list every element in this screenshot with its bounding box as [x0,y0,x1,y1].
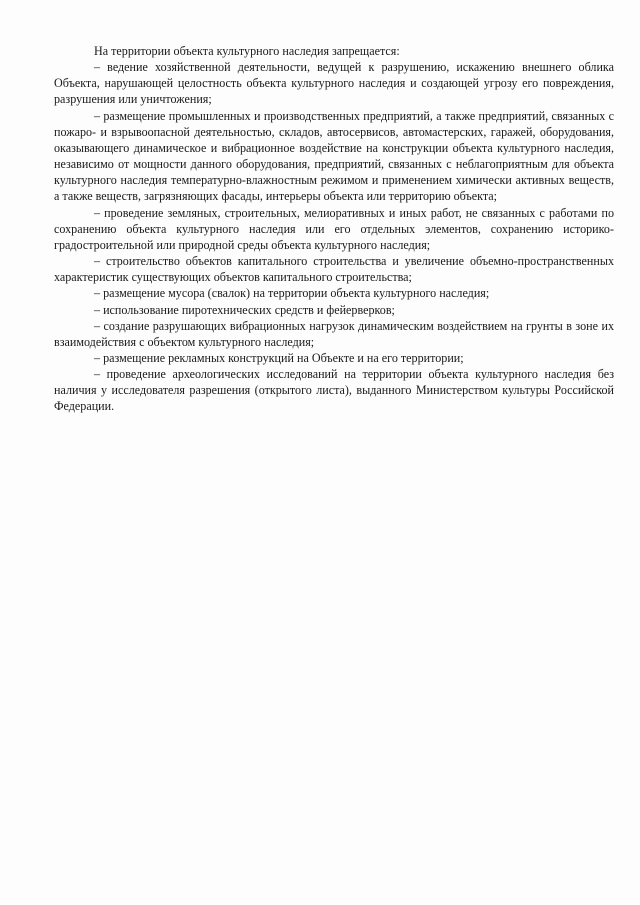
prohibition-item: – строительство объектов капитального строительства и увеличение объемно-пространственных характеристик существующих объектов капитального строительства; [54,254,614,285]
prohibition-item: – проведение земляных, строительных, мелиоративных и иных работ, не связанных с работами по сохранению объекта культурного наследия или его отдельных элементов, сохранению историко-градостроительной или природной среды объекта культурного наследия; [54,205,614,252]
prohibition-item: – создание разрушающих вибрационных нагрузок динамическим воздействием на грунты в зоне их взаимодействия с объектом культурного наследия; [54,318,614,349]
document-body [54,43,614,415]
intro-paragraph: На территории объекта культурного наследия запрещается: [94,44,400,58]
prohibition-item: – размещение мусора (свалок) на территории объекта культурного наследия; [94,286,490,301]
prohibition-item: – ведение хозяйственной деятельности, ведущей к разрушению, искажению внешнего облика Объекта, нарушающей целостность объекта культурного наследия и создающей угрозу его повреждения, разрушения или уничтожения; [54,60,614,107]
prohibition-item: – использование пиротехнических средств и фейерверков; [94,302,395,317]
prohibition-item: – проведение археологических исследований на территории объекта культурного наследия без наличия у исследователя разрешения (открытого листа), выданного Министерством культуры Российской Федерации. [54,367,614,414]
prohibition-item: – размещение рекламных конструкций на Объекте и на его территории; [94,350,464,365]
prohibition-item: – размещение промышленных и производственных предприятий, а также предприятий, связанных с пожаро- и взрывоопасной деятельностью, складов, автосервисов, автомастерских, гаражей, оборудования, оказывающего динамическое и вибрационное воздействие на конструкции объекта культурного наследия, независимо от мощности данного оборудования, предприятий, связанных с неблагоприятным для объекта культурного наследия температурно-влажностным режимом и применением химически активных веществ, а также веществ, загрязняющих фасады, интерьеры объекта или территорию объекта; [54,108,614,204]
